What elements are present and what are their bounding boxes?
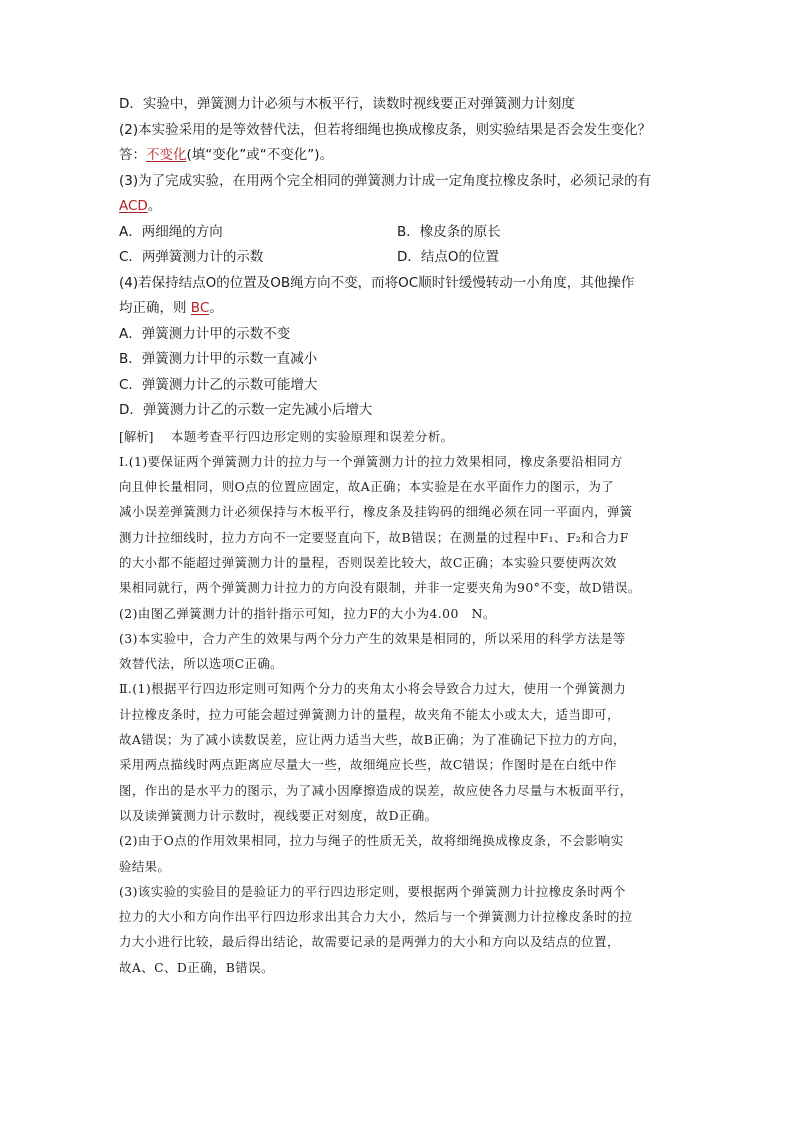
explanation-line: (3)该实验的实验目的是验证力的平行四边形定则，要根据两个弹簧测力计拉橡皮条时两个 <box>119 883 626 899</box>
question-2-answer-line <box>119 143 679 169</box>
explanation-line: Ⅱ.(1)根据平行四边形定则可知两个分力的夹角太小将会导致合力过大，使用一个弹簧测力 <box>119 681 627 697</box>
explanation-line: 向且伸长量相同，则O点的位置应固定，故A正确；本实验是在水平面作力的图示，为了 <box>119 479 615 495</box>
question-3-option-d: D．结点O的位置 <box>397 249 500 265</box>
question-option-d: D．实验中，弹簧测力计必须与木板平行，读数时视线要正对弹簧测力计刻度 <box>119 96 575 112</box>
answer-prefix: 均正确，则 <box>119 300 187 316</box>
question-4-option-b: B．弹簧测力计甲的示数一直减小 <box>119 351 318 367</box>
answer-suffix: 。 <box>209 300 223 316</box>
question-4-option-a: A．弹簧测力计甲的示数不变 <box>119 325 291 342</box>
explanation-line: 测力计拉细线时，拉力方向不一定要竖直向下，故B错误；在测量的过程中F₁、F₂和合力F <box>119 529 629 545</box>
question-4-option-c: C．弹簧测力计乙的示数可能增大 <box>119 376 318 393</box>
question-3-text: (3)为了完成实验，在用两个完全相同的弹簧测力计成一定角度拉橡皮条时，必须记录的有 <box>119 172 652 189</box>
explanation-line: 减小误差弹簧测力计必须保持与木板平行，橡皮条及挂钩码的细绳必须在同一平面内，弹簧 <box>119 504 633 520</box>
explanation-line: 果相同就行，两个弹簧测力计拉力的方向没有限制，并非一定要夹角为90°不变，故D错误。 <box>119 580 641 596</box>
explanation-line: 故A、C、D正确，B错误。 <box>119 959 274 975</box>
explanation-line: 采用两点描线时两点距离应尽量大一些，故细绳应长些，故C错误；作图时是在白纸中作 <box>119 757 617 773</box>
answer-suffix: 。 <box>147 198 162 214</box>
answer-prefix: 答： <box>119 147 146 163</box>
question-2-text: (2)本实验采用的是等效替代法，但若将细绳也换成橡皮条，则实验结果是否会发生变化？ <box>119 121 652 138</box>
explanation-line: 力大小进行比较，最后得出结论，故需要记录的是两弹力的大小和方向以及结点的位置， <box>119 934 620 950</box>
explanation-line: 故A错误；为了减小读数误差，应让两力适当大些，故B正确；为了准确记下拉力的方向， <box>119 732 626 748</box>
explanation-line: 以及读弹簧测力计示数时，视线要正对刻度，故D正确。 <box>119 807 438 823</box>
question-3-option-b: B．橡皮条的原长 <box>397 223 501 240</box>
explanation-line: 验结果。 <box>119 858 171 874</box>
explanation-summary: 本题考查平行四边形定则的实验原理和误差分析。 <box>171 428 454 444</box>
question-4-answer: BC <box>190 300 210 316</box>
question-4-line-1: (4)若保持结点O的位置及OB绳方向不变，而将OC顺时针缓慢转动一小角度，其他操作 <box>119 274 635 291</box>
question-3-options-row-2 <box>119 245 679 271</box>
question-3-options-row-1 <box>119 220 679 246</box>
question-3-option-c: C．两弹簧测力计的示数 <box>119 249 264 265</box>
explanation-line: 的大小都不能超过弹簧测力计的量程，否则误差比较大，故C正确；本实验只要使两次效 <box>119 554 617 570</box>
explanation-line: 计拉橡皮条时，拉力可能会超过弹簧测力计的量程，故夹角不能太小或太大，适当即可， <box>119 706 620 722</box>
explanation-line: 图，作出的是水平力的图示，为了减小因摩擦造成的误差，故应使各力尽量与木板面平行， <box>119 782 633 798</box>
explanation-line: (2)由于O点的作用效果相同，拉力与绳子的性质无关，故将细绳换成橡皮条，不会影响实 <box>119 833 624 849</box>
question-3-option-a: A．两细绳的方向 <box>119 223 223 240</box>
question-3-answer: ACD <box>119 198 148 214</box>
question-4-option-d: D．弹簧测力计乙的示数一定先减小后增大 <box>119 402 373 418</box>
explanation-header <box>119 424 679 449</box>
page-content <box>119 92 679 980</box>
question-4-answer-line <box>119 296 679 322</box>
explanation-tag: [解析] <box>119 428 154 444</box>
explanation-line: (2)由图乙弹簧测力计的指针指示可知，拉力F的大小为4.00 N。 <box>119 605 496 621</box>
question-2-answer: 不变化 <box>146 147 187 163</box>
explanation-line: 拉力的大小和方向作出平行四边形求出其合力大小，然后与一个弹簧测力计拉橡皮条时的拉 <box>119 909 633 925</box>
explanation-line: 效替代法，所以选项C正确。 <box>119 656 284 672</box>
explanation-line: Ⅰ.(1)要保证两个弹簧测力计的拉力与一个弹簧测力计的拉力效果相同，橡皮条要沿相同方 <box>119 453 623 469</box>
answer-suffix: (填“变化”或“不变化”)。 <box>186 147 334 163</box>
question-3-answer-line <box>119 194 679 220</box>
explanation-line: (3)本实验中，合力产生的效果与两个分力产生的效果是相同的，所以采用的科学方法是等 <box>119 630 626 646</box>
